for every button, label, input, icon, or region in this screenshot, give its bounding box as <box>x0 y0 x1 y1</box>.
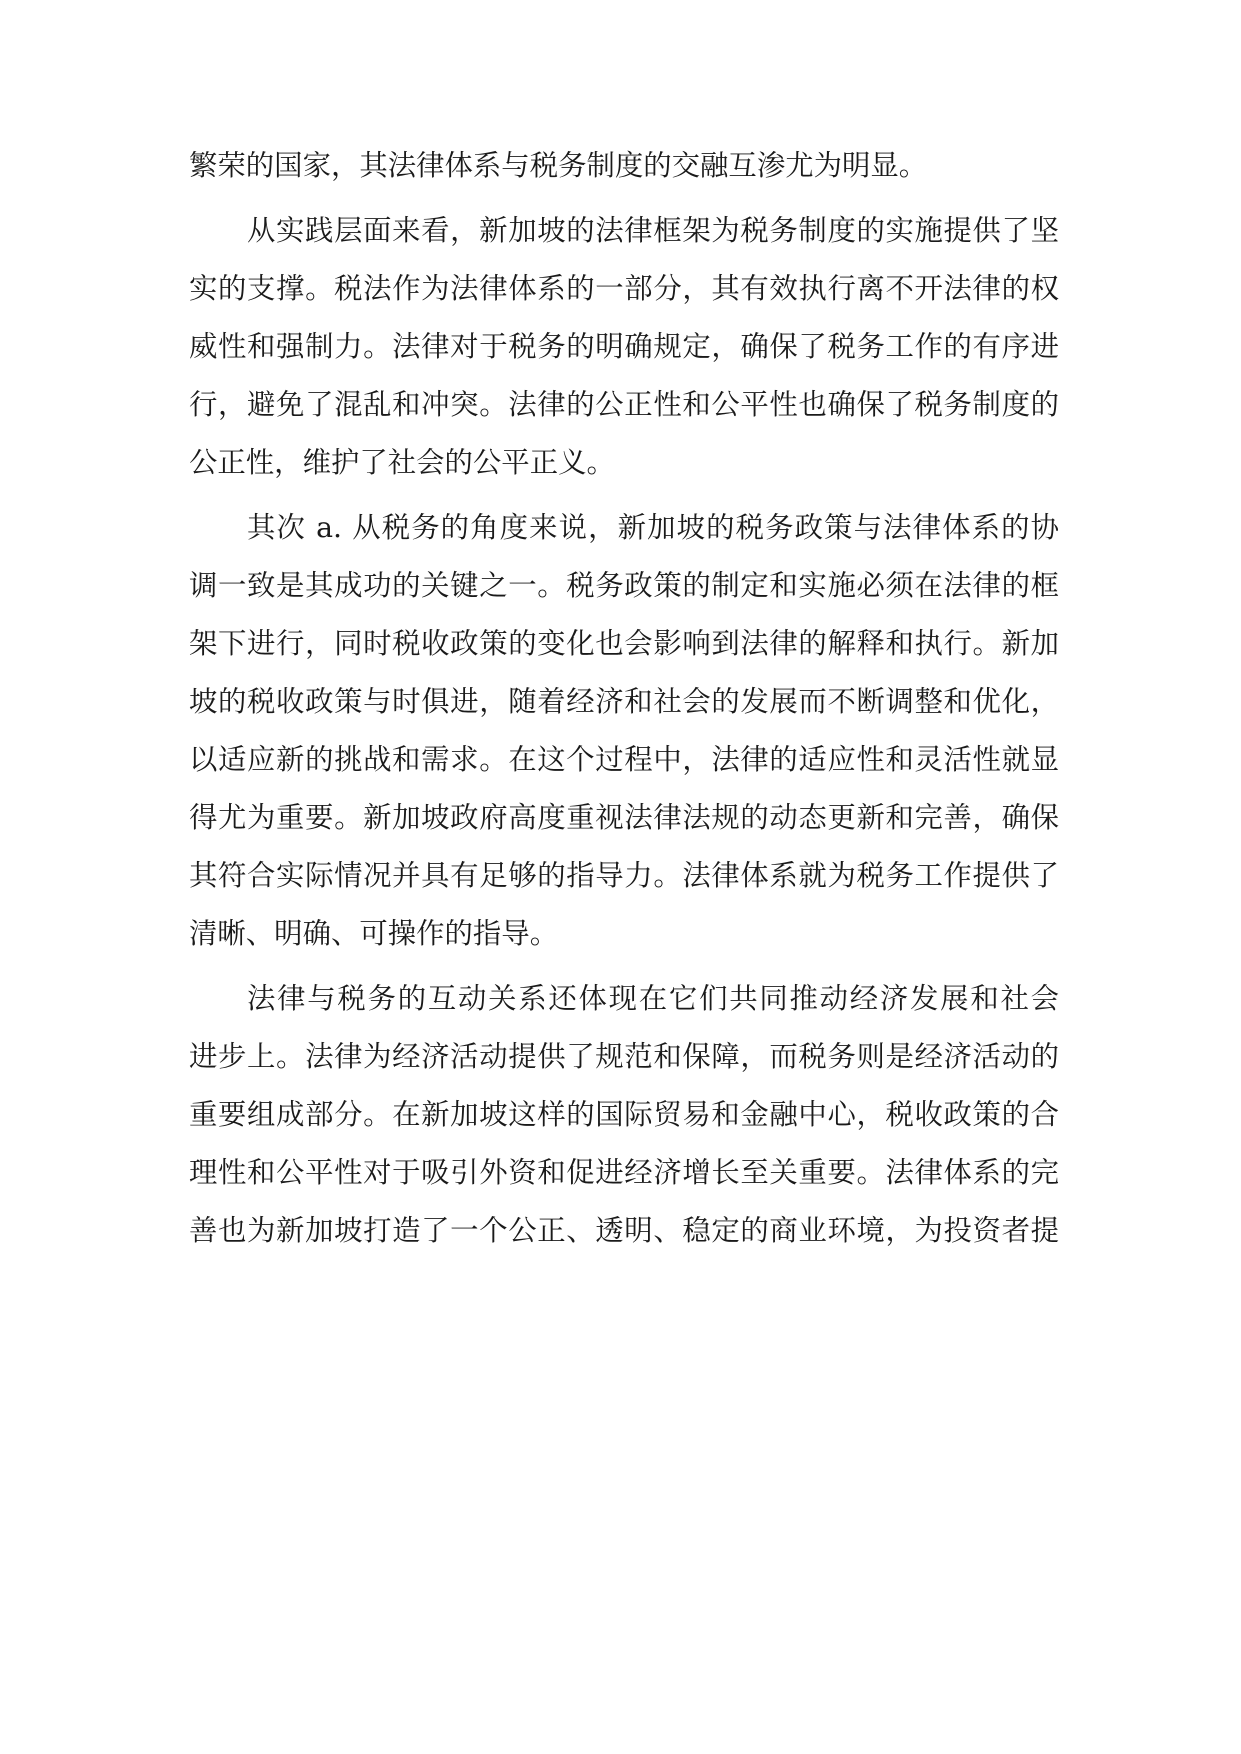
paragraph-line: 从实践层面来看，新加坡的法律框架为税务制度的实施提供了坚 <box>247 214 1059 247</box>
paragraph-line: 重要组成部分。在新加坡这样的国际贸易和金融中心，税收政策的合 <box>189 1098 1059 1131</box>
paragraph-interaction <box>189 970 1059 1260</box>
paragraph-line: 理性和公平性对于吸引外资和促进经济增长至关重要。法律体系的完 <box>189 1156 1059 1189</box>
paragraph-line: 架下进行，同时税收政策的变化也会影响到法律的解释和执行。新加 <box>189 627 1059 660</box>
paragraph-line: 繁荣的国家，其法律体系与税务制度的交融互渗尤为明显。 <box>189 149 928 182</box>
paragraph-line: 公正性，维护了社会的公平正义。 <box>189 446 615 479</box>
paragraph-tax-policy <box>189 499 1059 963</box>
paragraph-line: 实的支撑。税法作为法律体系的一部分，其有效执行离不开法律的权 <box>189 272 1059 305</box>
paragraph-practice <box>189 202 1059 492</box>
paragraph-line: 行，避免了混乱和冲突。法律的公正性和公平性也确保了税务制度的 <box>189 388 1059 421</box>
paragraph-line: 清晰、明确、可操作的指导。 <box>189 917 559 950</box>
paragraph-continuation <box>189 137 1059 195</box>
paragraph-line: 调一致是其成功的关键之一。税务政策的制定和实施必须在法律的框 <box>189 569 1059 602</box>
paragraph-line: 得尤为重要。新加坡政府高度重视法律法规的动态更新和完善，确保 <box>189 801 1059 834</box>
paragraph-line: 善也为新加坡打造了一个公正、透明、稳定的商业环境，为投资者提 <box>189 1214 1059 1247</box>
paragraph-line: 以适应新的挑战和需求。在这个过程中，法律的适应性和灵活性就显 <box>189 743 1059 776</box>
document-body <box>189 137 1059 1260</box>
paragraph-line: 威性和强制力。法律对于税务的明确规定，确保了税务工作的有序进 <box>189 330 1059 363</box>
paragraph-line: 其符合实际情况并具有足够的指导力。法律体系就为税务工作提供了 <box>189 859 1059 892</box>
paragraph-line: 法律与税务的互动关系还体现在它们共同推动经济发展和社会 <box>247 982 1059 1015</box>
paragraph-line: 其次 a. 从税务的角度来说，新加坡的税务政策与法律体系的协 <box>247 511 1059 544</box>
paragraph-line: 进步上。法律为经济活动提供了规范和保障，而税务则是经济活动的 <box>189 1040 1059 1073</box>
paragraph-line: 坡的税收政策与时俱进，随着经济和社会的发展而不断调整和优化， <box>189 685 1059 718</box>
